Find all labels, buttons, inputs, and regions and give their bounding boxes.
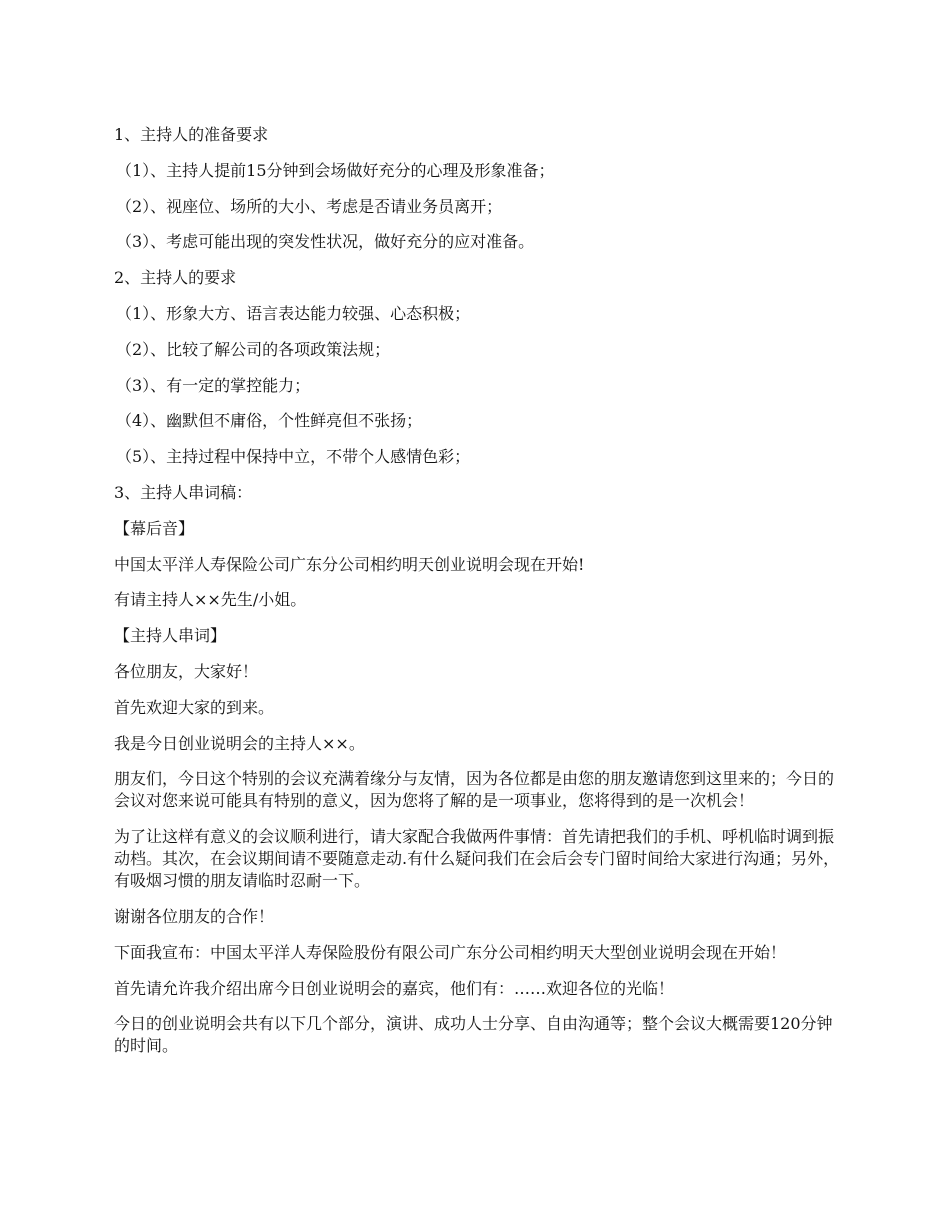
paragraph: 我是今日创业说明会的主持人××。: [114, 733, 365, 753]
paragraph: 朋友们，今日这个特别的会议充满着缘分与友情，因为各位都是由您的朋友邀请您到这里来的；今日的会议对您来说可能具有特别的意义，因为您将了解的是一项事业，您将得到的是一次机会！: [114, 769, 835, 811]
section-heading-script: 3、主持人串词稿：: [114, 482, 253, 502]
section-heading-requirements: 2、主持人的要求: [114, 268, 237, 288]
paragraph: 首先请允许我介绍出席今日创业说明会的嘉宾，他们有：……欢迎各位的光临！: [114, 978, 675, 998]
list-item: （1）、形象大方、语言表达能力较强、心态积极；: [116, 303, 471, 323]
paragraph: 为了让这样有意义的会议顺利进行，请大家配合我做两件事情：首先请把我们的手机、呼机临时调到振动档。其次，在会议期间请不要随意走动.有什么疑问我们在会后会专门留时间给大家进行沟通；另外，有吸烟习惯的朋友请临时忍耐一下。: [114, 827, 840, 891]
paragraph: 各位朋友，大家好！: [114, 661, 259, 681]
section-heading-preparation: 1、主持人的准备要求: [114, 125, 269, 144]
list-item: （2）、视座位、场所的大小、考虑是否请业务员离开；: [116, 196, 503, 216]
list-item: （1）、主持人提前15分钟到会场做好充分的心理及形象准备；: [116, 160, 555, 180]
list-item: （3）、有一定的掌控能力；: [116, 375, 311, 395]
paragraph: 今日的创业说明会共有以下几个部分，演讲、成功人士分享、自由沟通等；整个会议大概需要120分钟的时间。: [114, 1014, 833, 1056]
paragraph: 中国太平洋人寿保险公司广东分公司相约明天创业说明会现在开始!: [114, 554, 585, 574]
list-item: （3）、考虑可能出现的突发性状况，做好充分的应对准备。: [116, 232, 535, 252]
list-item: （2）、比较了解公司的各项政策法规；: [116, 339, 391, 359]
paragraph: 首先欢迎大家的到来。: [114, 697, 275, 717]
paragraph: 谢谢各位朋友的合作！: [114, 906, 275, 926]
paragraph: 有请主持人××先生/小姐。: [114, 590, 307, 610]
list-item: （4）、幽默但不庸俗，个性鲜亮但不张扬；: [116, 411, 423, 431]
host-script-heading: 【主持人串词】: [114, 626, 227, 646]
paragraph: 下面我宣布：中国太平洋人寿保险股份有限公司广东分公司相约明天大型创业说明会现在开始！: [114, 942, 787, 962]
document-body: [114, 124, 840, 1071]
list-item: （5）、主持过程中保持中立，不带个人感情色彩；: [116, 447, 471, 467]
offstage-voice-heading: 【幕后音】: [114, 518, 195, 538]
